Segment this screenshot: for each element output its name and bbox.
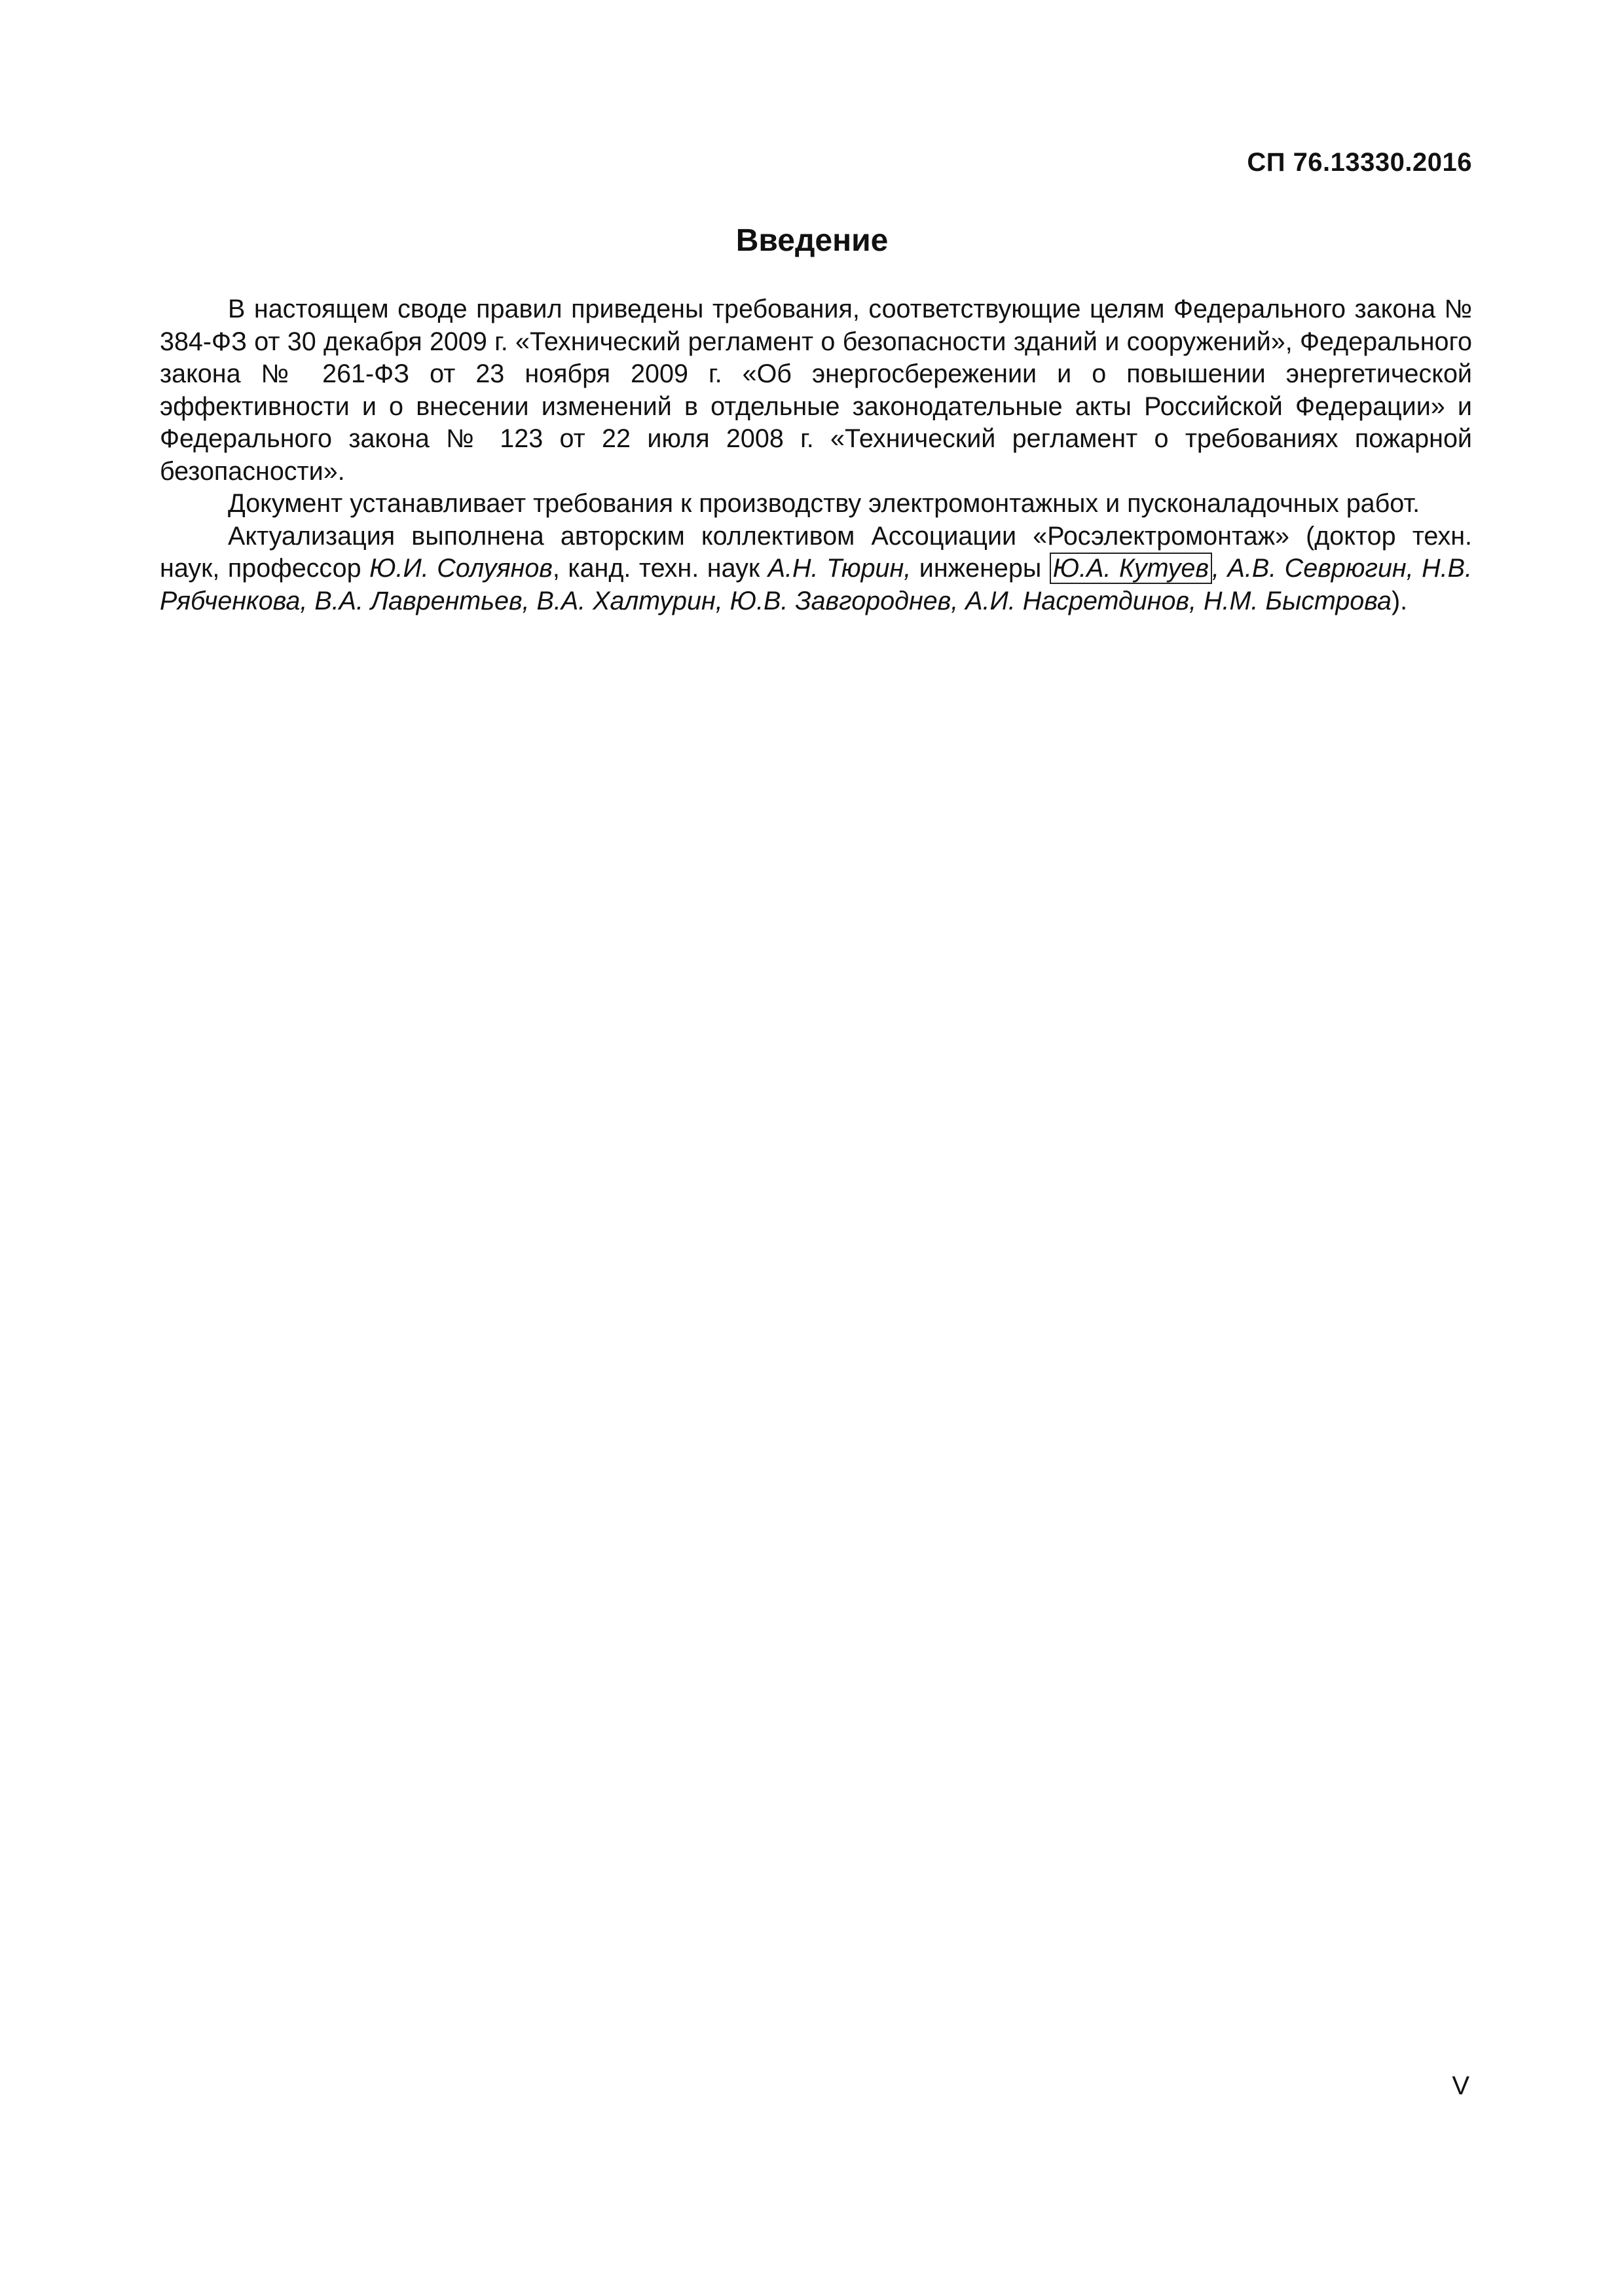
- author-tyurin: А.Н. Тюрин,: [767, 554, 912, 583]
- paragraph-scope: Документ устанавливает требования к производству электромонтажных и пусконаладочных работ.: [228, 489, 1420, 518]
- authors-text-1: Актуализация выполнена авторским коллективом Ассоциации «Росэлектромонтаж» (доктор техн. наук, профессор: [160, 521, 1472, 583]
- authors-text-3: инженеры: [911, 554, 1050, 583]
- paragraph-authors: [160, 520, 1472, 618]
- introduction-body: [160, 293, 1472, 617]
- paragraph-purpose: В настоящем своде правил приведены требования, соответствующие целям Федерального закона № 384-ФЗ от 30 декабря 2009 г. «Технический регламент о безопасности зданий и сооружений», Федерального закона № 261-ФЗ от 23 ноября 2009 г. «Об энергосбережении и о повышении энергетической эффективности и о внесении изменений в отдельные законодательные акты Российской Федерации» и Федерального закона № 123 от 22 июля 2008 г. «Технический регламент о требованиях пожарной безопасности».: [160, 295, 1472, 486]
- section-title: Введение: [735, 223, 889, 258]
- author-kutuev-boxed: Ю.А. Кутуев: [1050, 553, 1212, 584]
- author-soluyanov: Ю.И. Солуянов: [369, 554, 553, 583]
- authors-engineers-list: , А.В. Севрюгин, Н.В. Рябченкова, В.А. Лаврентьев, В.А. Халтурин, Ю.В. Завгороднев, А.И. Насретдинов, Н.М. Быстрова: [160, 554, 1472, 615]
- authors-text-4: ).: [1392, 586, 1408, 615]
- authors-text-2: , канд. техн. наук: [552, 554, 768, 583]
- document-code: СП 76.13330.2016: [1247, 148, 1472, 177]
- page-number: V: [1452, 2071, 1469, 2100]
